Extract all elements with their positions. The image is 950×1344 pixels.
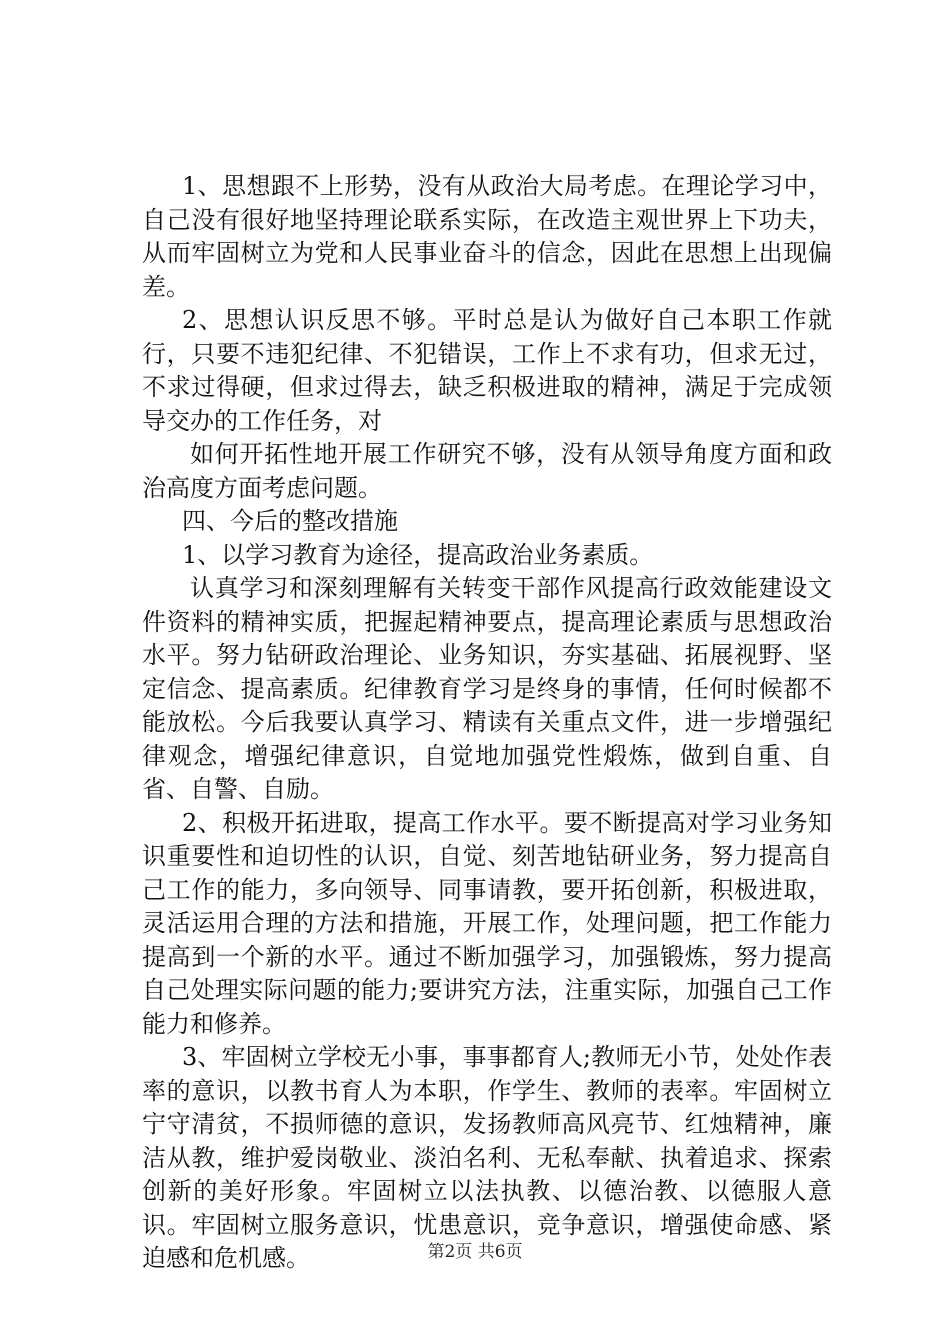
paragraph-problem-1: 1、思想跟不上形势，没有从政治大局考虑。在理论学习中，自己没有很好地坚持理论联系实际，在改造主观世界上下功夫，从而牢固树立为党和人民事业奋斗的信念，因此在思想上出现偏差。 <box>142 172 832 301</box>
paragraph-measure-1-body: 认真学习和深刻理解有关转变干部作风提高行政效能建设文件资料的精神实质，把握起精神要点，提高理论素质与思想政治水平。努力钻研政治理论、业务知识，夯实基础、拓展视野、坚定信念、提高素质。纪律教育学习是终身的事情，任何时候都不能放松。今后我要认真学习、精读有关重点文件，进一步增强纪律观念，增强纪律意识，自觉地加强党性煅炼，做到自重、自省、自警、自励。 <box>142 574 832 803</box>
paragraph-problem-2: 2、思想认识反思不够。平时总是认为做好自己本职工作就行，只要不违犯纪律、不犯错误，工作上不求有功，但求无过，不求过得硬，但求过得去，缺乏积极进取的精神，满足于完成领导交办的工作任务，对 <box>142 306 832 435</box>
document-body <box>142 170 832 1276</box>
page-footer <box>0 1241 950 1263</box>
paragraph-problem-2-continued: 如何开拓性地开展工作研究不够，没有从领导角度方面和政治高度方面考虑问题。 <box>142 440 832 502</box>
paragraph-measure-3: 3、牢固树立学校无小事，事事都育人;教师无小节，处处作表率的意识，以教书育人为本职，作学生、教师的表率。牢固树立宁守清贫，不损师德的意识，发扬教师高风亮节、红烛精神，廉洁从教，维护爱岗敬业、淡泊名利、无私奉献、执着追求、探索创新的美好形象。牢固树立以法执教、以德治教、以德服人意识。牢固树立服务意识，忧患意识，竞争意识，增强使命感、紧迫感和危机感。 <box>142 1043 832 1272</box>
page-number-label: 第2页 共6页 <box>427 1242 523 1262</box>
section-heading-rectification: 四、今后的整改措施 <box>182 507 398 535</box>
paragraph-measure-2: 2、积极开拓进取，提高工作水平。要不断提高对学习业务知识重要性和迫切性的认识，自觉、刻苦地钻研业务，努力提高自己工作的能力，多向领导、同事请教，要开拓创新，积极进取，灵活运用合理的方法和措施，开展工作，处理问题，把工作能力提高到一个新的水平。通过不断加强学习，加强锻炼，努力提高自己处理实际问题的能力;要讲究方法，注重实际，加强自己工作能力和修养。 <box>142 808 832 1038</box>
paragraph-measure-1-title: 1、以学习教育为途径，提高政治业务素质。 <box>182 540 654 569</box>
